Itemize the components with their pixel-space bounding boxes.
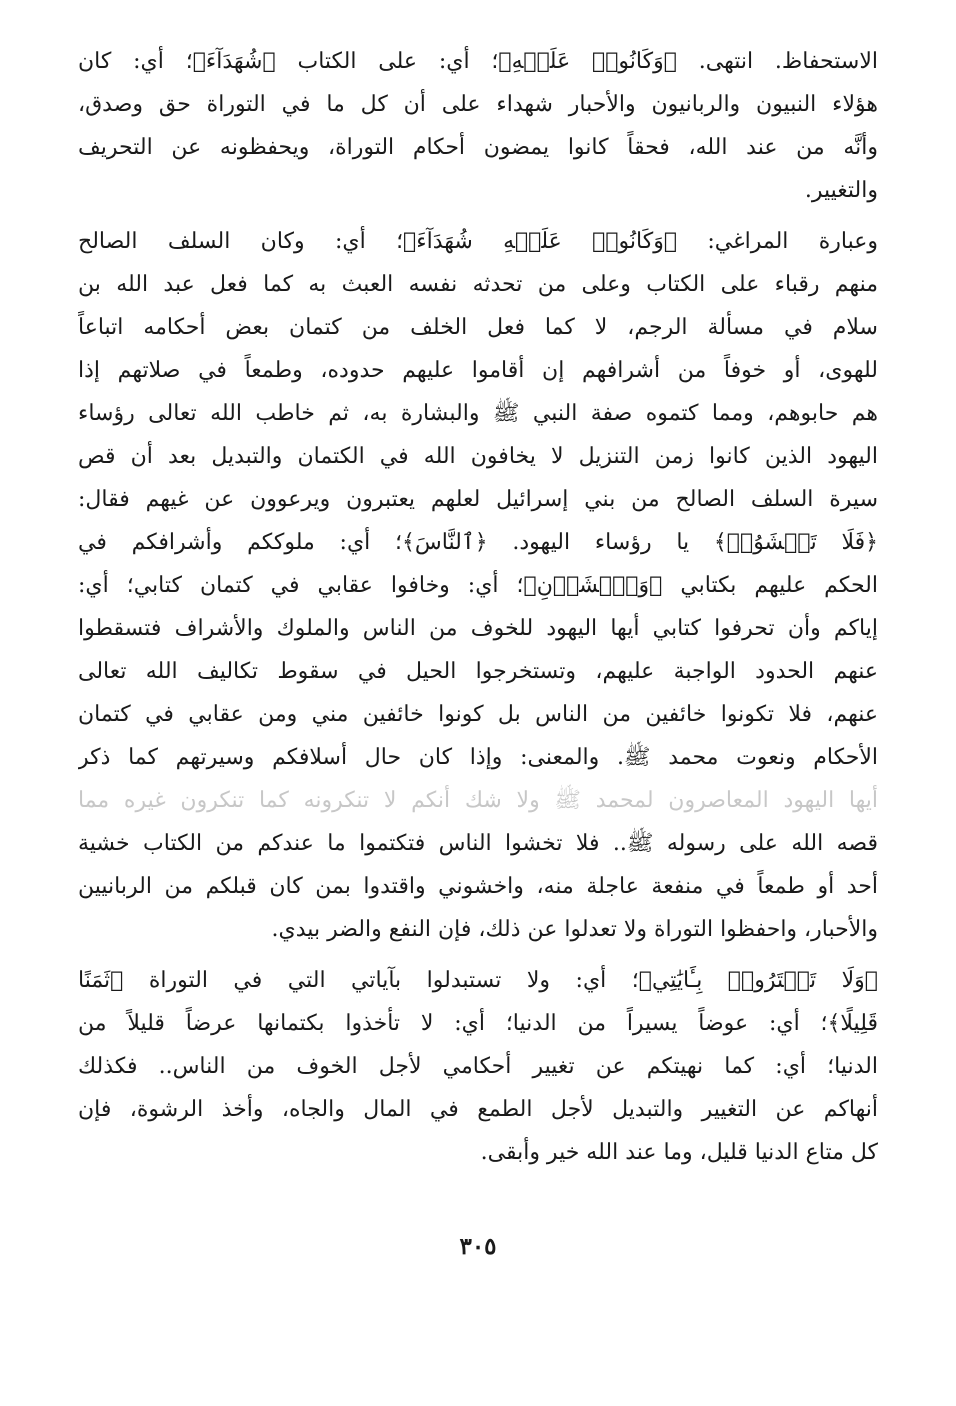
text-line: ﴿فَلَا تَخۡشَوُا۟﴾ يا رؤساء اليهود. ﴿ٱلنَّاسَ﴾؛ أي: ملوككم وأشرافكم في xyxy=(78,530,878,555)
text-line: هم حابوهم، ومما كتموه صفة النبي ﷺ والبشارة به، ثم خاطب الله تعالى رؤساء xyxy=(78,401,878,426)
text-line: هؤلاء النبيون والربانيون والأحبار شهداء على أن كل ما في التوراة حق وصدق، xyxy=(78,92,878,117)
page-number: ٣٠٥ xyxy=(459,1233,497,1260)
text-line: قصه الله على رسوله ﷺ.. فلا تخشوا الناس فتكتموا ما عندكم من الكتاب خشية xyxy=(78,831,878,856)
text-line: للهوى، أو خوفاً من أشرافهم إن أقاموا عليهم حدوده، وطمعاً في صلاتهم إذا xyxy=(78,358,878,383)
text-line: وعبارة المراغي: ﴿وَكَانُوا۟ عَلَيۡهِ شُهَدَآءَ﴾؛ أي: وكان السلف الصالح xyxy=(78,229,878,254)
text-line: الأحكام ونعوت محمد ﷺ. والمعنى: وإذا كان حال أسلافكم وسيرتهم كما ذكر xyxy=(78,745,878,770)
text-line: والأحبار، واحفظوا التوراة ولا تعدلوا عن ذلك، فإن النفع والضر بيدي. xyxy=(271,917,878,942)
text-line: عنهم الحدود الواجبة عليهم، وتستخرجوا الحيل في سقوط تكاليف الله تعالى xyxy=(78,659,878,684)
text-line: منهم رقباء على الكتاب وعلى من تحدثه نفسه العبث به كما فعل عبد الله بن xyxy=(78,272,878,297)
paragraph-3 xyxy=(78,959,878,1174)
paragraph-gap xyxy=(78,951,878,959)
text-line: والتغيير. xyxy=(804,178,878,203)
paragraph-2 xyxy=(78,220,878,951)
text-line: وأنَّه من عند الله، فحقاً كانوا يمضون أحكام التوراة، ويحفظونه عن التحريف xyxy=(78,135,878,160)
text-line: اليهود الذين كانوا زمن التنزيل لا يخافون الله في الكتمان والتبديل بعد أن قص xyxy=(78,444,878,469)
paragraph-gap xyxy=(78,212,878,220)
text-line: إياكم وأن تحرفوا كتابي أيها اليهود للخوف من الناس والملوك والأشراف فتسقطوا xyxy=(78,616,878,641)
text-line: أنهاكم عن التغيير والتبديل لأجل الطمع في المال والجاه، وأخذ الرشوة، فإن xyxy=(78,1097,878,1122)
text-line: سلام في مسألة الرجم، لا كما فعل الخلف من كتمان بعض أحكامه اتباعاً xyxy=(78,315,878,340)
page-body xyxy=(78,40,878,1174)
faded-text-line: أيها اليهود المعاصرون لمحمد ﷺ ولا شك أنكم لا تنكرونه كما تنكرون غيره مما xyxy=(78,788,878,813)
text-line: عنهم، فلا تكونوا خائفين من الناس بل كونوا خائفين مني ومن عقابي في كتمان xyxy=(78,702,878,727)
text-line: الحكم عليهم بكتابي ﴿وَٱخۡشَوۡنِ﴾؛ أي: وخافوا عقابي في كتمان كتابي؛ أي: xyxy=(78,573,878,598)
text-line: الاستحفاظ. انتهى. ﴿وَكَانُوا۟ عَلَيۡهِ﴾؛ أي: على الكتاب ﴿شُهَدَآءَ﴾؛ أي: كان xyxy=(78,49,878,74)
text-line: ﴿وَلَا تَشۡتَرُوا۟ بِـَٔايَٰتِي﴾؛ أي: ولا تستبدلوا بآياتي التي في التوراة ﴿ثَمَنًا xyxy=(78,968,878,993)
text-line: سيرة السلف الصالح من بني إسرائيل لعلهم يعتبرون ويرعوون عن غيهم فقال: xyxy=(78,487,878,512)
text-line: قَلِيلًا﴾؛ أي: عوضاً يسيراً من الدنيا؛ أي: لا تأخذوا بكتمانها عرضاً قليلاً من xyxy=(78,1011,878,1036)
text-line: كل متاع الدنيا قليل، وما عند الله خير وأبقى. xyxy=(480,1140,878,1165)
text-line: الدنيا؛ أي: كما نهيتكم عن تغيير أحكامي لأجل الخوف من الناس.. فكذلك xyxy=(78,1054,878,1079)
paragraph-1 xyxy=(78,40,878,212)
text-line: أحد أو طمعاً في منفعة عاجلة منه، واخشوني واقتدوا بمن كان قبلكم من الربانيين xyxy=(78,874,878,899)
